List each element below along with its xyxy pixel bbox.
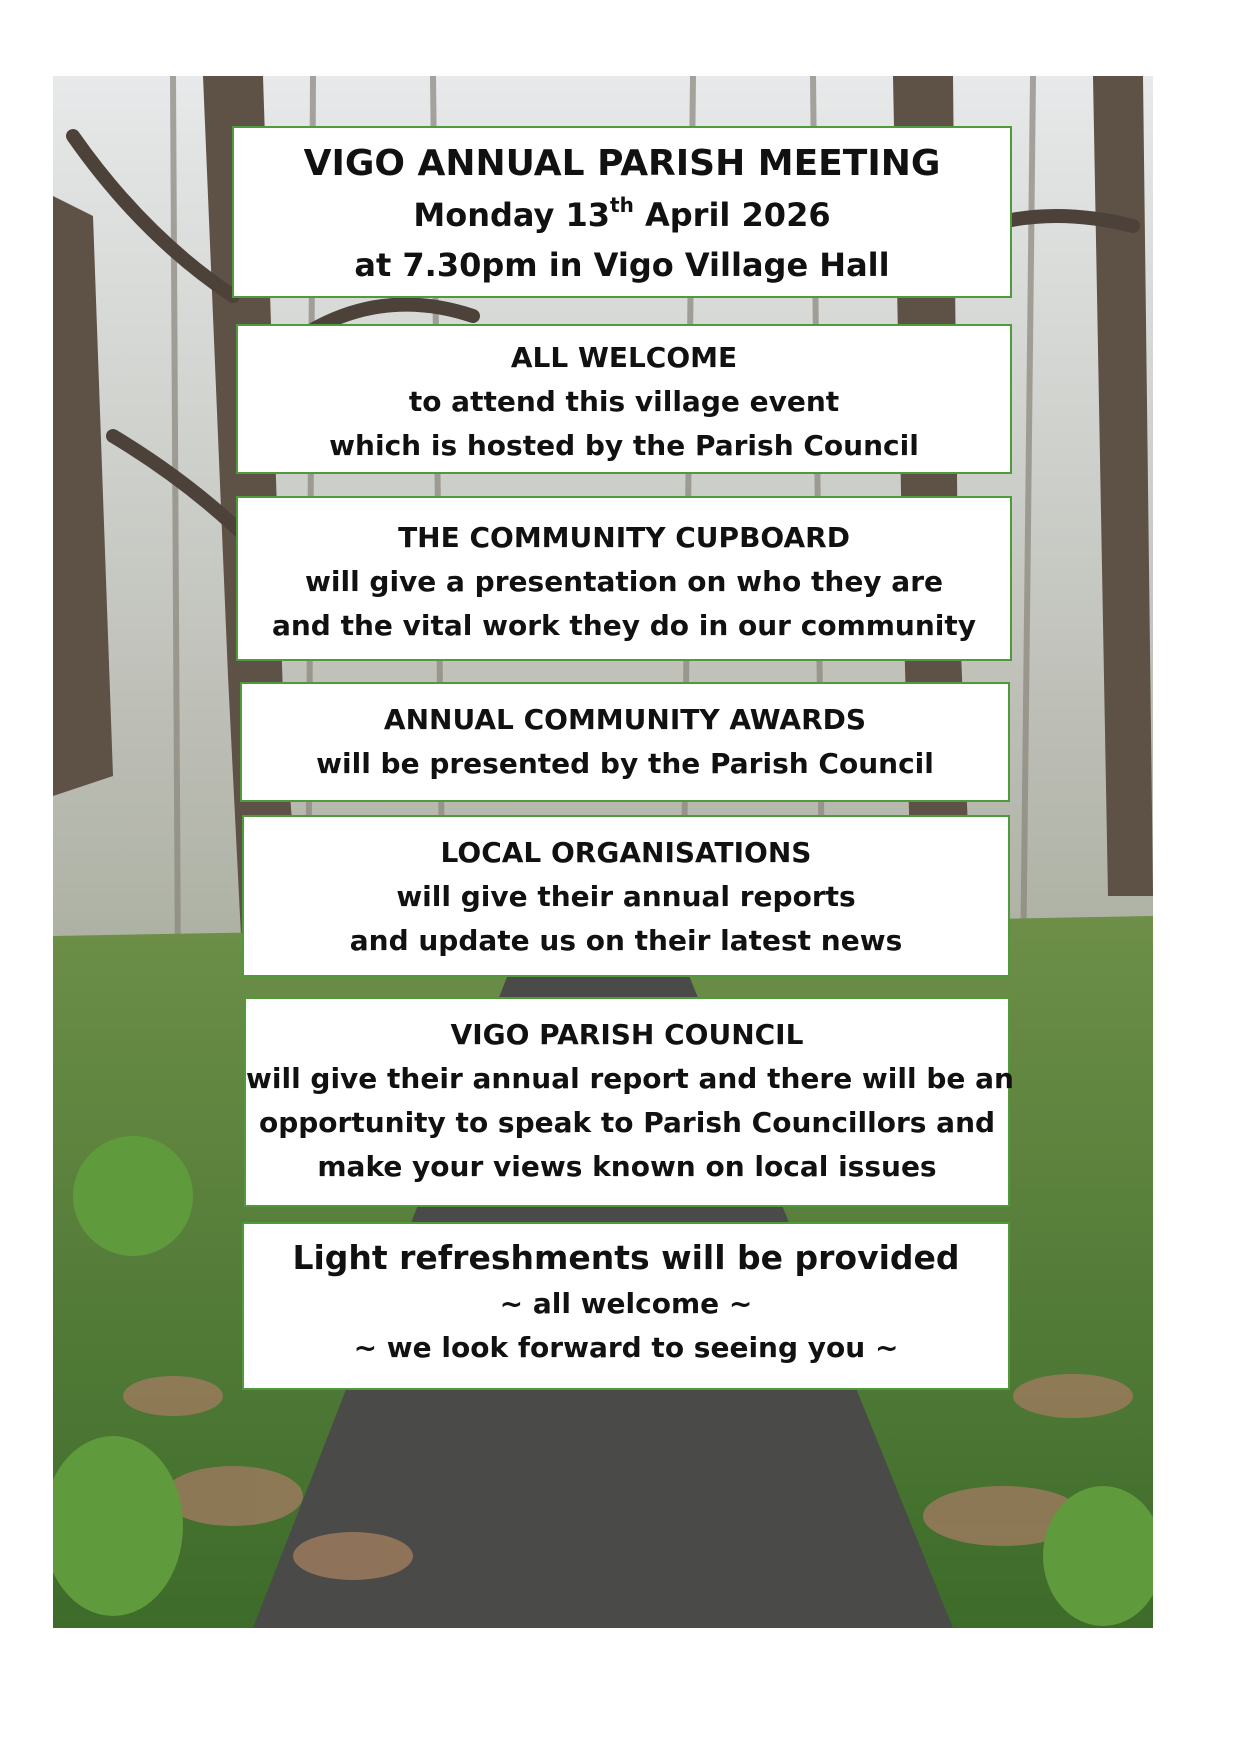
section-line: make your views known on local issues <box>317 1150 937 1183</box>
section-parish-council <box>244 997 1014 1207</box>
header-panel <box>232 126 1012 298</box>
section-line: which is hosted by the Parish Council <box>329 429 919 462</box>
section-local-organisations <box>242 815 1010 977</box>
meeting-title: VIGO ANNUAL PARISH MEETING <box>303 143 941 184</box>
meeting-venue: at 7.30pm in Vigo Village Hall <box>354 246 890 284</box>
footer-line: ~ all welcome ~ <box>499 1287 753 1320</box>
section-heading: VIGO PARISH COUNCIL <box>450 1018 804 1051</box>
section-community-cupboard <box>236 496 1012 661</box>
meeting-date: Monday 13th April 2026 <box>413 193 831 234</box>
section-line: to attend this village event <box>408 385 840 418</box>
section-line: will give a presentation on who they are <box>305 565 943 598</box>
section-all-welcome <box>236 324 1012 474</box>
section-line: will give their annual report and there will be an <box>246 1062 1014 1095</box>
section-line: will give their annual reports <box>396 880 856 913</box>
section-line: opportunity to speak to Parish Councillors and <box>258 1106 996 1139</box>
footer-line: ~ we look forward to seeing you ~ <box>353 1331 899 1364</box>
section-heading: ALL WELCOME <box>510 341 738 374</box>
refreshments-heading: Light refreshments will be provided <box>292 1238 960 1277</box>
section-line: will be presented by the Parish Council <box>316 747 934 780</box>
section-line: and the vital work they do in our community <box>271 609 977 642</box>
section-community-awards <box>240 682 1010 802</box>
section-line: and update us on their latest news <box>349 924 903 957</box>
section-heading: ANNUAL COMMUNITY AWARDS <box>383 703 867 736</box>
section-heading: LOCAL ORGANISATIONS <box>440 836 812 869</box>
footer-panel <box>242 1222 1010 1390</box>
section-heading: THE COMMUNITY CUPBOARD <box>398 521 850 554</box>
